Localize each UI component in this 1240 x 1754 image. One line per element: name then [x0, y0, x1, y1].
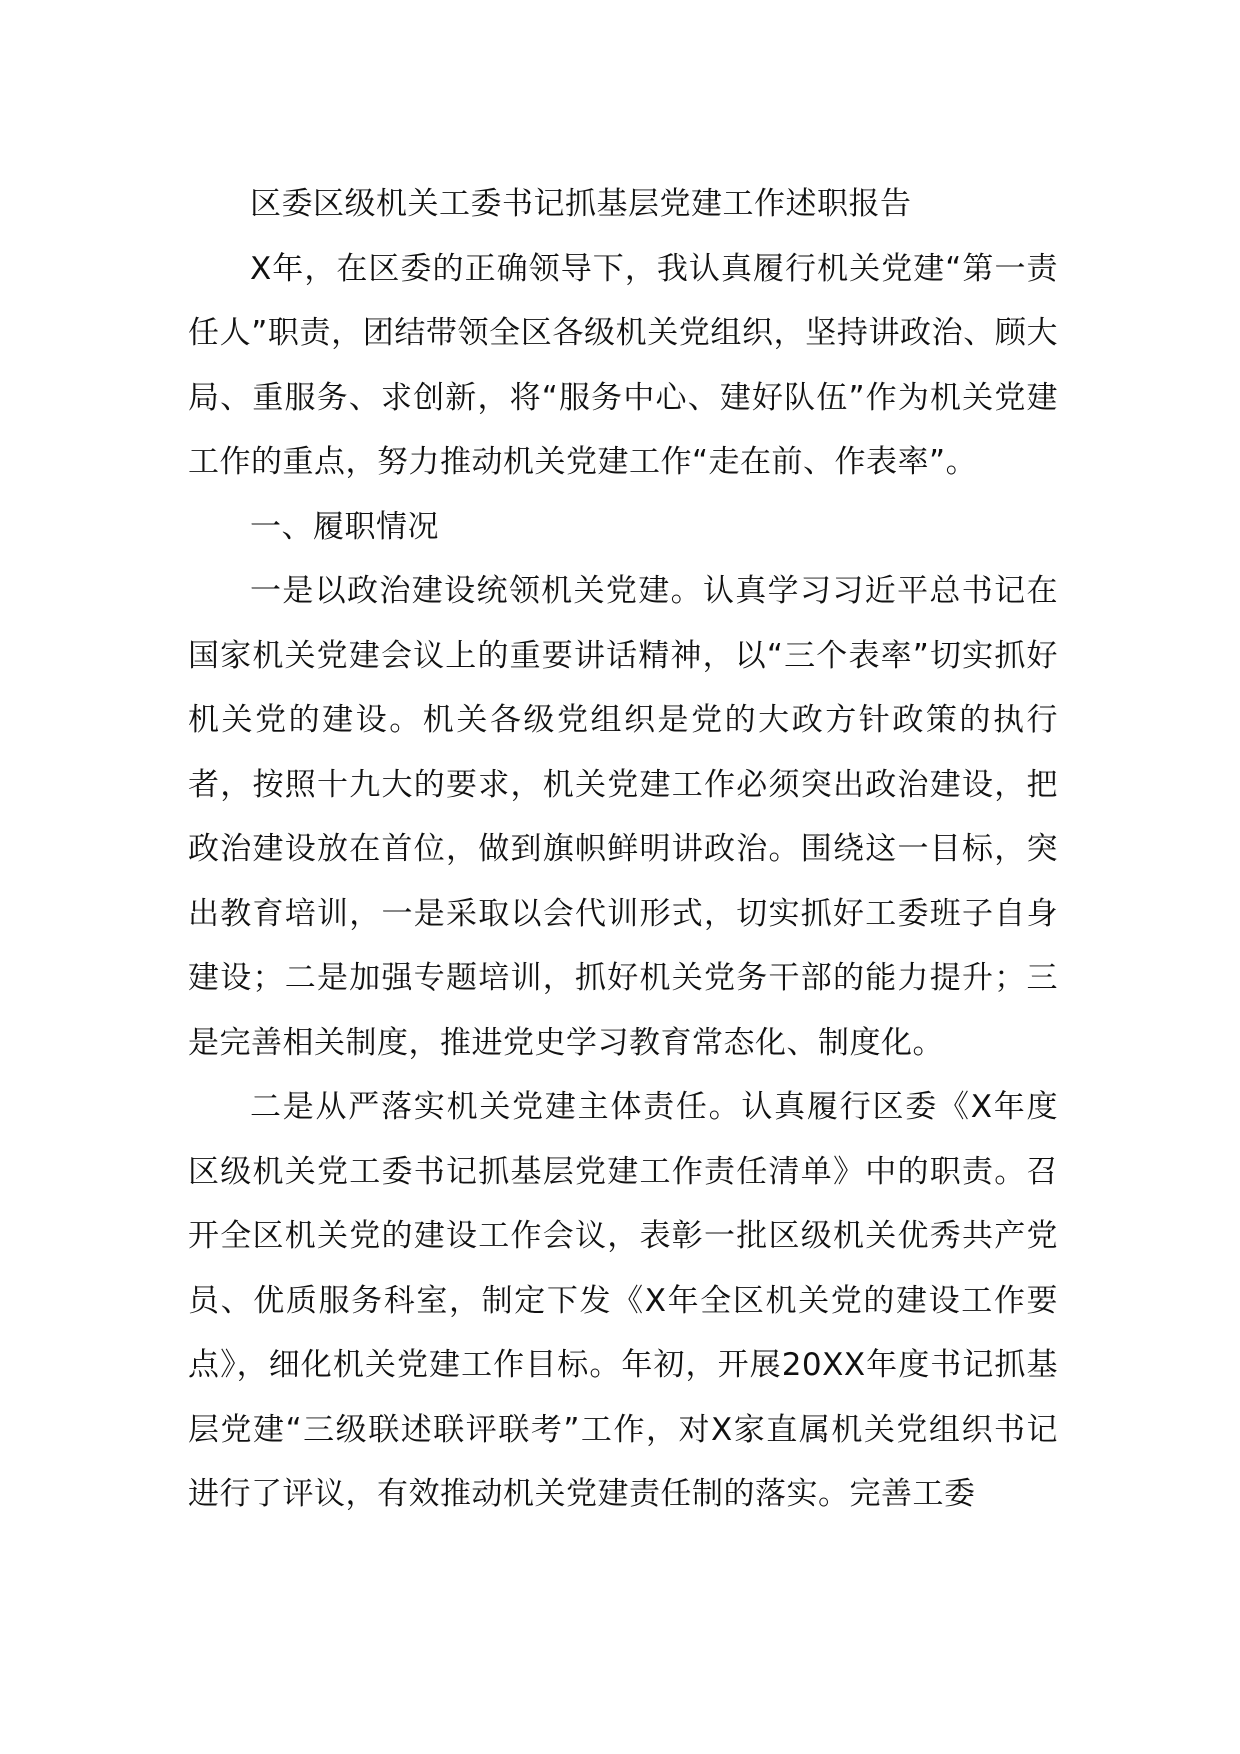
document-title: 区委区级机关工委书记抓基层党建工作述职报告 — [250, 186, 912, 222]
document-body — [188, 172, 1058, 1527]
paragraph-political-building: 一是以政治建设统领机关党建。认真学习习近平总书记在国家机关党建会议上的重要讲话精神，以“三个表率”切实抓好机关党的建设。机关各级党组织是党的大政方针政策的执行者，按照十九大的要求，机关党建工作必须突出政治建设，把政治建设放在首位，做到旗帜鲜明讲政治。围绕这一目标，突出教育培训，一是采取以会代训形式，切实抓好工委班子自身建设；二是加强专题培训，抓好机关党务干部的能力提升；三是完善相关制度，推进党史学习教育常态化、制度化。 — [188, 573, 1058, 1061]
paragraph-intro: X年，在区委的正确领导下，我认真履行机关党建“第一责任人”职责，团结带领全区各级机关党组织，坚持讲政治、顾大局、重服务、求创新，将“服务中心、建好队伍”作为机关党建工作的重点，努力推动机关党建工作“走在前、作表率”。 — [188, 250, 1058, 480]
section-heading: 一、履职情况 — [250, 508, 439, 545]
paragraph-responsibility: 二是从严落实机关党建主体责任。认真履行区委《X年度区级机关党工委书记抓基层党建工作责任清单》中的职责。召开全区机关党的建设工作会议，表彰一批区级机关优秀共产党员、优质服务科室，制定下发《X年全区机关党的建设工作要点》，细化机关党建工作目标。年初，开展20XX年度书记抓基层党建“三级联述联评联考”工作，对X家直属机关党组织书记进行了评议，有效推动机关党建责任制的落实。完善工委 — [188, 1089, 1058, 1512]
